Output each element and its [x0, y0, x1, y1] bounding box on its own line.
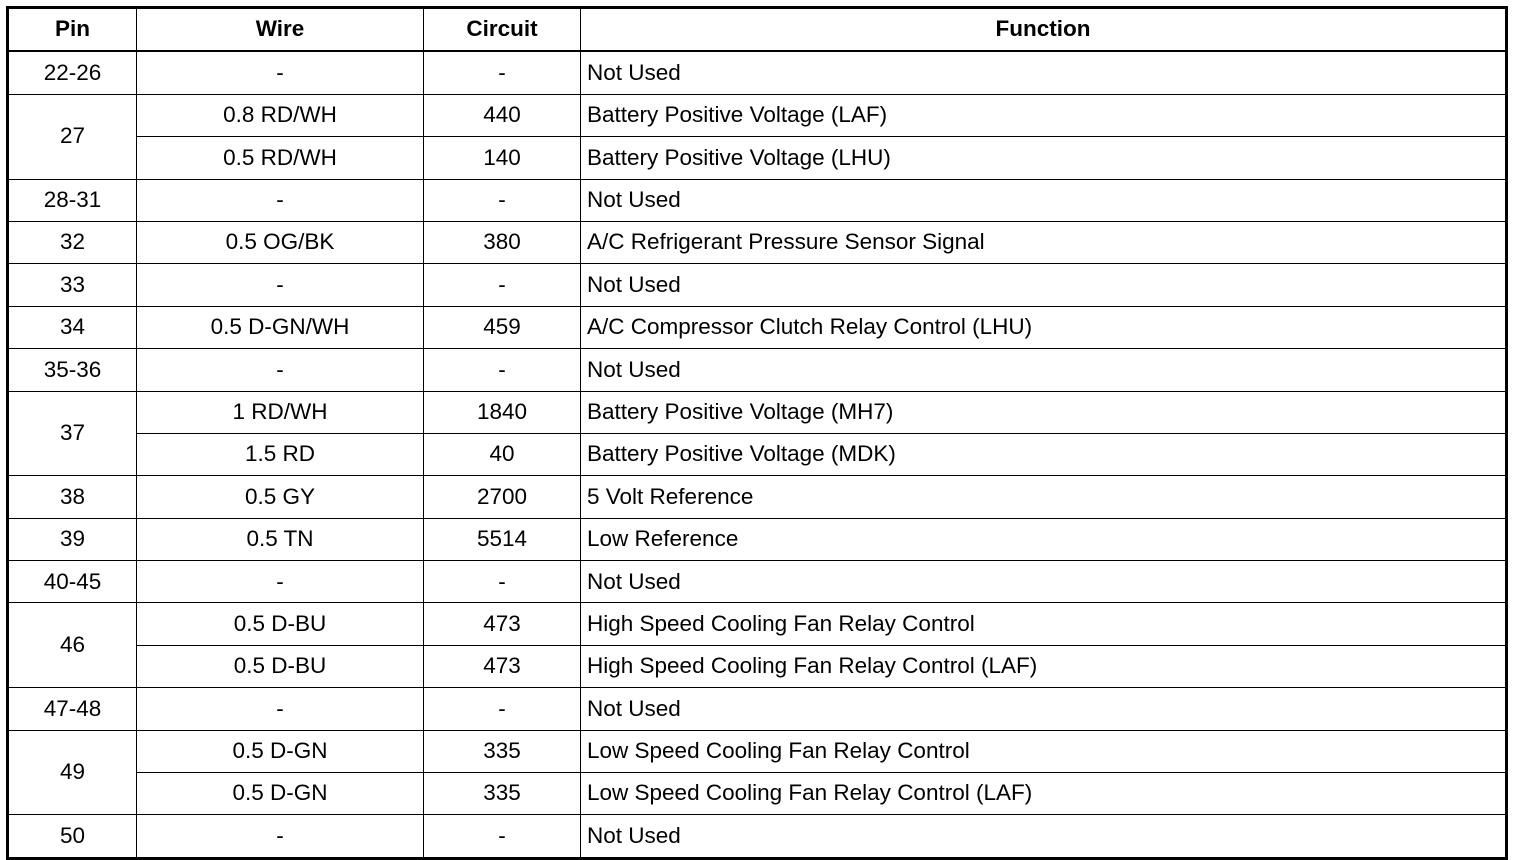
- function-cell: Not Used: [581, 561, 1507, 603]
- circuit-cell: 40: [424, 433, 581, 475]
- pin-cell: 35-36: [8, 349, 137, 391]
- function-cell: Low Reference: [581, 518, 1507, 560]
- wire-cell: -: [137, 51, 424, 94]
- pin-cell: 22-26: [8, 51, 137, 94]
- header-function: Function: [581, 8, 1507, 52]
- circuit-cell: -: [424, 179, 581, 221]
- function-cell: High Speed Cooling Fan Relay Control (LAF): [581, 645, 1507, 687]
- circuit-cell: 335: [424, 773, 581, 815]
- circuit-cell: 5514: [424, 518, 581, 560]
- table-row: [8, 561, 1507, 603]
- circuit-cell: 140: [424, 137, 581, 179]
- table-row: [8, 94, 1507, 136]
- circuit-cell: -: [424, 264, 581, 306]
- function-cell: Low Speed Cooling Fan Relay Control (LAF): [581, 773, 1507, 815]
- wire-cell: 0.5 D-GN: [137, 730, 424, 772]
- header-circuit: Circuit: [424, 8, 581, 52]
- header-wire: Wire: [137, 8, 424, 52]
- pin-cell: 37: [8, 391, 137, 476]
- circuit-cell: -: [424, 815, 581, 858]
- wire-cell: -: [137, 561, 424, 603]
- pin-cell: 34: [8, 306, 137, 348]
- pin-cell: 47-48: [8, 688, 137, 730]
- table-row: [8, 433, 1507, 475]
- wire-cell: 1.5 RD: [137, 433, 424, 475]
- function-cell: Not Used: [581, 179, 1507, 221]
- table-row: [8, 773, 1507, 815]
- table-body: [8, 51, 1507, 858]
- table-row: [8, 391, 1507, 433]
- circuit-cell: 2700: [424, 476, 581, 518]
- circuit-cell: 1840: [424, 391, 581, 433]
- pin-cell: 32: [8, 221, 137, 263]
- pin-cell: 50: [8, 815, 137, 858]
- circuit-cell: 473: [424, 645, 581, 687]
- table-header: [8, 8, 1507, 52]
- table-row: [8, 815, 1507, 858]
- pin-cell: 28-31: [8, 179, 137, 221]
- wire-cell: -: [137, 688, 424, 730]
- pin-cell: 27: [8, 94, 137, 179]
- circuit-cell: -: [424, 688, 581, 730]
- circuit-cell: 380: [424, 221, 581, 263]
- function-cell: Not Used: [581, 264, 1507, 306]
- table-row: [8, 349, 1507, 391]
- function-cell: A/C Refrigerant Pressure Sensor Signal: [581, 221, 1507, 263]
- wire-cell: 0.5 D-GN/WH: [137, 306, 424, 348]
- wire-cell: -: [137, 264, 424, 306]
- function-cell: High Speed Cooling Fan Relay Control: [581, 603, 1507, 645]
- pin-table: [6, 6, 1508, 860]
- wire-cell: 0.5 D-BU: [137, 603, 424, 645]
- function-cell: A/C Compressor Clutch Relay Control (LHU): [581, 306, 1507, 348]
- table-row: [8, 603, 1507, 645]
- function-cell: Not Used: [581, 815, 1507, 858]
- pin-cell: 33: [8, 264, 137, 306]
- header-pin: Pin: [8, 8, 137, 52]
- function-cell: Battery Positive Voltage (LHU): [581, 137, 1507, 179]
- wire-cell: -: [137, 179, 424, 221]
- table-row: [8, 179, 1507, 221]
- circuit-cell: 473: [424, 603, 581, 645]
- circuit-cell: -: [424, 349, 581, 391]
- pin-cell: 46: [8, 603, 137, 688]
- table-row: [8, 476, 1507, 518]
- pin-cell: 39: [8, 518, 137, 560]
- function-cell: Battery Positive Voltage (MDK): [581, 433, 1507, 475]
- wire-cell: 0.5 TN: [137, 518, 424, 560]
- circuit-cell: -: [424, 561, 581, 603]
- table-row: [8, 221, 1507, 263]
- table-row: [8, 730, 1507, 772]
- function-cell: Not Used: [581, 51, 1507, 94]
- wire-cell: 0.5 D-GN: [137, 773, 424, 815]
- function-cell: Low Speed Cooling Fan Relay Control: [581, 730, 1507, 772]
- circuit-cell: 440: [424, 94, 581, 136]
- wire-cell: 0.5 D-BU: [137, 645, 424, 687]
- table-row: [8, 264, 1507, 306]
- table-row: [8, 137, 1507, 179]
- wire-cell: 0.8 RD/WH: [137, 94, 424, 136]
- table-row: [8, 688, 1507, 730]
- table-row: [8, 306, 1507, 348]
- header-row: [8, 8, 1507, 52]
- function-cell: 5 Volt Reference: [581, 476, 1507, 518]
- pin-cell: 38: [8, 476, 137, 518]
- pin-cell: 40-45: [8, 561, 137, 603]
- function-cell: Battery Positive Voltage (MH7): [581, 391, 1507, 433]
- table-row: [8, 51, 1507, 94]
- function-cell: Not Used: [581, 688, 1507, 730]
- wire-cell: 0.5 OG/BK: [137, 221, 424, 263]
- pin-cell: 49: [8, 730, 137, 815]
- table-row: [8, 518, 1507, 560]
- circuit-cell: 459: [424, 306, 581, 348]
- table-row: [8, 645, 1507, 687]
- wire-cell: -: [137, 815, 424, 858]
- wire-cell: 0.5 GY: [137, 476, 424, 518]
- wire-cell: 1 RD/WH: [137, 391, 424, 433]
- wire-cell: -: [137, 349, 424, 391]
- function-cell: Battery Positive Voltage (LAF): [581, 94, 1507, 136]
- circuit-cell: 335: [424, 730, 581, 772]
- wire-cell: 0.5 RD/WH: [137, 137, 424, 179]
- circuit-cell: -: [424, 51, 581, 94]
- function-cell: Not Used: [581, 349, 1507, 391]
